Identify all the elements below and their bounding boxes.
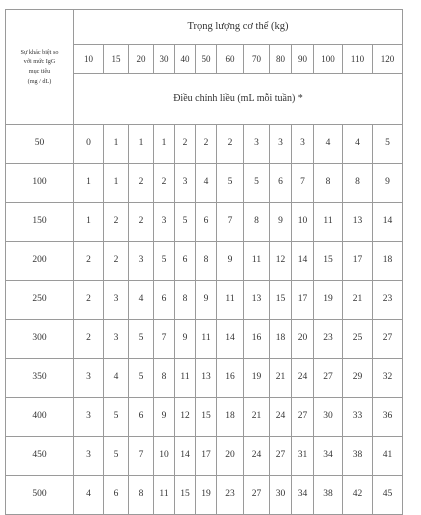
dose-value-cell: 33 bbox=[343, 398, 373, 437]
dose-value-cell: 10 bbox=[154, 437, 175, 476]
corner-label-line3: mục tiêu bbox=[28, 68, 51, 75]
corner-label-line4: (mg / dL) bbox=[27, 77, 52, 85]
dose-value-cell: 27 bbox=[292, 398, 314, 437]
table-body bbox=[6, 10, 403, 515]
dose-value-cell: 8 bbox=[343, 164, 373, 203]
dose-value-cell: 3 bbox=[104, 320, 129, 359]
dose-value-cell: 6 bbox=[196, 203, 217, 242]
corner-label-line1: Sự khác biệt so bbox=[20, 48, 59, 56]
dose-value-cell: 17 bbox=[292, 281, 314, 320]
weight-header-cell: 10 bbox=[74, 45, 104, 74]
dose-value-cell: 23 bbox=[217, 476, 244, 515]
dose-value-cell: 15 bbox=[314, 242, 343, 281]
weight-header-cell: 100 bbox=[314, 45, 343, 74]
igg-difference-cell: 150 bbox=[6, 203, 74, 242]
dose-value-cell: 2 bbox=[217, 125, 244, 164]
dose-value-cell: 3 bbox=[292, 125, 314, 164]
dose-value-cell: 6 bbox=[175, 242, 196, 281]
dose-value-cell: 14 bbox=[175, 437, 196, 476]
dose-value-cell: 3 bbox=[270, 125, 292, 164]
dose-value-cell: 12 bbox=[175, 398, 196, 437]
dose-value-cell: 9 bbox=[270, 203, 292, 242]
corner-label bbox=[6, 10, 74, 125]
dose-value-cell: 7 bbox=[154, 320, 175, 359]
table-row bbox=[6, 242, 403, 281]
dose-value-cell: 15 bbox=[196, 398, 217, 437]
dose-value-cell: 41 bbox=[373, 437, 403, 476]
dose-value-cell: 9 bbox=[175, 320, 196, 359]
dose-value-cell: 5 bbox=[175, 203, 196, 242]
dose-value-cell: 27 bbox=[270, 437, 292, 476]
dose-value-cell: 5 bbox=[244, 164, 270, 203]
dose-value-cell: 29 bbox=[343, 359, 373, 398]
dose-value-cell: 14 bbox=[217, 320, 244, 359]
dose-value-cell: 13 bbox=[343, 203, 373, 242]
dose-value-cell: 4 bbox=[314, 125, 343, 164]
dose-value-cell: 15 bbox=[270, 281, 292, 320]
dose-value-cell: 3 bbox=[154, 203, 175, 242]
dose-value-cell: 1 bbox=[104, 125, 129, 164]
dose-value-cell: 2 bbox=[129, 164, 154, 203]
dose-value-cell: 38 bbox=[314, 476, 343, 515]
dose-value-cell: 15 bbox=[175, 476, 196, 515]
dose-adjustment-table bbox=[5, 9, 403, 515]
dose-value-cell: 1 bbox=[74, 164, 104, 203]
dose-value-cell: 19 bbox=[196, 476, 217, 515]
dose-value-cell: 3 bbox=[175, 164, 196, 203]
dose-value-cell: 9 bbox=[196, 281, 217, 320]
table-row bbox=[6, 281, 403, 320]
dose-value-cell: 7 bbox=[217, 203, 244, 242]
dose-value-cell: 23 bbox=[373, 281, 403, 320]
dose-value-cell: 11 bbox=[314, 203, 343, 242]
dose-value-cell: 9 bbox=[154, 398, 175, 437]
dose-value-cell: 19 bbox=[314, 281, 343, 320]
dose-adjustment-header: Điều chỉnh liều (mL mỗi tuần) * bbox=[74, 74, 403, 125]
dose-value-cell: 2 bbox=[175, 125, 196, 164]
dose-value-cell: 21 bbox=[244, 398, 270, 437]
dose-value-cell: 3 bbox=[104, 281, 129, 320]
dose-value-cell: 2 bbox=[74, 320, 104, 359]
dose-value-cell: 8 bbox=[154, 359, 175, 398]
dose-value-cell: 2 bbox=[104, 203, 129, 242]
dose-value-cell: 9 bbox=[217, 242, 244, 281]
dose-value-cell: 18 bbox=[373, 242, 403, 281]
dose-value-cell: 6 bbox=[270, 164, 292, 203]
table-row bbox=[6, 320, 403, 359]
dose-value-cell: 30 bbox=[270, 476, 292, 515]
dose-value-cell: 20 bbox=[292, 320, 314, 359]
dose-value-cell: 7 bbox=[292, 164, 314, 203]
dose-value-cell: 34 bbox=[314, 437, 343, 476]
dose-value-cell: 11 bbox=[217, 281, 244, 320]
dose-value-cell: 10 bbox=[292, 203, 314, 242]
dose-value-cell: 9 bbox=[373, 164, 403, 203]
dose-value-cell: 8 bbox=[129, 476, 154, 515]
igg-difference-cell: 350 bbox=[6, 359, 74, 398]
weight-header-cell: 90 bbox=[292, 45, 314, 74]
igg-difference-cell: 200 bbox=[6, 242, 74, 281]
table-row bbox=[6, 164, 403, 203]
dose-value-cell: 13 bbox=[244, 281, 270, 320]
dose-value-cell: 24 bbox=[292, 359, 314, 398]
dose-value-cell: 1 bbox=[74, 203, 104, 242]
corner-label-line2: với mức IgG bbox=[23, 58, 56, 66]
dose-value-cell: 23 bbox=[314, 320, 343, 359]
dose-value-cell: 3 bbox=[74, 437, 104, 476]
dose-value-cell: 12 bbox=[270, 242, 292, 281]
dose-value-cell: 17 bbox=[196, 437, 217, 476]
dose-value-cell: 6 bbox=[154, 281, 175, 320]
weight-header-cell: 120 bbox=[373, 45, 403, 74]
dose-value-cell: 31 bbox=[292, 437, 314, 476]
dose-value-cell: 5 bbox=[129, 359, 154, 398]
weight-header-cell: 80 bbox=[270, 45, 292, 74]
igg-difference-cell: 400 bbox=[6, 398, 74, 437]
dose-value-cell: 14 bbox=[292, 242, 314, 281]
dose-value-cell: 27 bbox=[244, 476, 270, 515]
table-row bbox=[6, 203, 403, 242]
dose-value-cell: 16 bbox=[244, 320, 270, 359]
dose-value-cell: 30 bbox=[314, 398, 343, 437]
dose-value-cell: 1 bbox=[154, 125, 175, 164]
dose-value-cell: 17 bbox=[343, 242, 373, 281]
dose-value-cell: 5 bbox=[129, 320, 154, 359]
dose-value-cell: 5 bbox=[104, 437, 129, 476]
dose-value-cell: 27 bbox=[373, 320, 403, 359]
dose-value-cell: 11 bbox=[154, 476, 175, 515]
dose-value-cell: 11 bbox=[196, 320, 217, 359]
igg-difference-cell: 450 bbox=[6, 437, 74, 476]
weight-header-cell: 70 bbox=[244, 45, 270, 74]
dose-value-cell: 21 bbox=[270, 359, 292, 398]
igg-difference-cell: 100 bbox=[6, 164, 74, 203]
dose-value-cell: 5 bbox=[104, 398, 129, 437]
dose-value-cell: 2 bbox=[129, 203, 154, 242]
dose-value-cell: 19 bbox=[244, 359, 270, 398]
dose-value-cell: 34 bbox=[292, 476, 314, 515]
weight-header-cell: 50 bbox=[196, 45, 217, 74]
header-row-title bbox=[6, 10, 403, 45]
dose-value-cell: 3 bbox=[74, 359, 104, 398]
dose-value-cell: 13 bbox=[196, 359, 217, 398]
dose-value-cell: 2 bbox=[154, 164, 175, 203]
igg-difference-cell: 250 bbox=[6, 281, 74, 320]
dose-value-cell: 4 bbox=[196, 164, 217, 203]
dose-value-cell: 4 bbox=[104, 359, 129, 398]
dose-value-cell: 27 bbox=[314, 359, 343, 398]
dose-value-cell: 5 bbox=[217, 164, 244, 203]
table-row bbox=[6, 125, 403, 164]
weight-header-cell: 15 bbox=[104, 45, 129, 74]
dose-value-cell: 24 bbox=[244, 437, 270, 476]
dose-value-cell: 11 bbox=[175, 359, 196, 398]
igg-difference-cell: 500 bbox=[6, 476, 74, 515]
table-row bbox=[6, 476, 403, 515]
dose-value-cell: 2 bbox=[74, 242, 104, 281]
table-row bbox=[6, 398, 403, 437]
dose-value-cell: 2 bbox=[74, 281, 104, 320]
dose-value-cell: 5 bbox=[154, 242, 175, 281]
weight-header-cell: 20 bbox=[129, 45, 154, 74]
dose-value-cell: 2 bbox=[104, 242, 129, 281]
dose-value-cell: 1 bbox=[104, 164, 129, 203]
dose-value-cell: 45 bbox=[373, 476, 403, 515]
dose-value-cell: 24 bbox=[270, 398, 292, 437]
weight-header-cell: 60 bbox=[217, 45, 244, 74]
dose-value-cell: 36 bbox=[373, 398, 403, 437]
dose-value-cell: 4 bbox=[129, 281, 154, 320]
dose-value-cell: 6 bbox=[129, 398, 154, 437]
dose-value-cell: 7 bbox=[129, 437, 154, 476]
dose-value-cell: 8 bbox=[244, 203, 270, 242]
dose-value-cell: 0 bbox=[74, 125, 104, 164]
dose-value-cell: 8 bbox=[196, 242, 217, 281]
dose-value-cell: 20 bbox=[217, 437, 244, 476]
igg-difference-cell: 300 bbox=[6, 320, 74, 359]
table-row bbox=[6, 437, 403, 476]
dose-value-cell: 8 bbox=[314, 164, 343, 203]
dose-value-cell: 11 bbox=[244, 242, 270, 281]
dose-value-cell: 3 bbox=[74, 398, 104, 437]
dose-value-cell: 32 bbox=[373, 359, 403, 398]
dose-value-cell: 1 bbox=[129, 125, 154, 164]
dose-value-cell: 42 bbox=[343, 476, 373, 515]
weight-header-cell: 40 bbox=[175, 45, 196, 74]
dose-value-cell: 21 bbox=[343, 281, 373, 320]
dose-value-cell: 18 bbox=[217, 398, 244, 437]
table-row bbox=[6, 359, 403, 398]
dose-value-cell: 18 bbox=[270, 320, 292, 359]
dose-value-cell: 3 bbox=[129, 242, 154, 281]
weight-header-cell: 30 bbox=[154, 45, 175, 74]
body-weight-header: Trọng lượng cơ thể (kg) bbox=[74, 10, 403, 45]
dose-value-cell: 3 bbox=[244, 125, 270, 164]
dose-value-cell: 4 bbox=[343, 125, 373, 164]
dose-value-cell: 8 bbox=[175, 281, 196, 320]
dose-value-cell: 5 bbox=[373, 125, 403, 164]
weight-header-cell: 110 bbox=[343, 45, 373, 74]
dose-value-cell: 2 bbox=[196, 125, 217, 164]
dose-value-cell: 6 bbox=[104, 476, 129, 515]
dose-value-cell: 38 bbox=[343, 437, 373, 476]
dose-value-cell: 4 bbox=[74, 476, 104, 515]
igg-difference-cell: 50 bbox=[6, 125, 74, 164]
dose-value-cell: 16 bbox=[217, 359, 244, 398]
dose-value-cell: 14 bbox=[373, 203, 403, 242]
dose-value-cell: 25 bbox=[343, 320, 373, 359]
